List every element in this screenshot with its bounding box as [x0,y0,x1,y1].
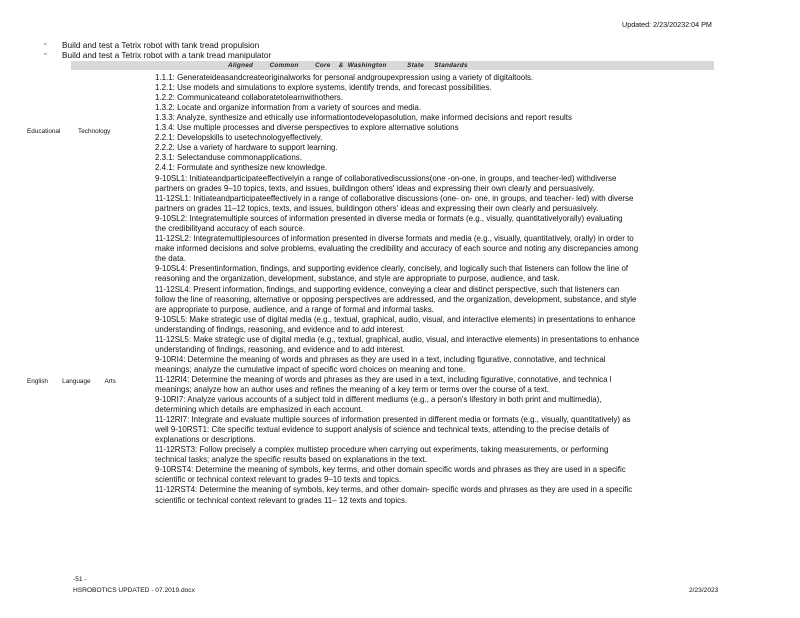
standard-line: reasoning and the organization, development, substance, and style are appropriate to purpose, audience, and task. [155,274,560,284]
bullet-text: Build and test a Tetrix robot with a tank tread manipulator [62,50,272,60]
standard-line: meanings; analyze the cumulative impact of specific word choices on meaning and tone. [155,364,466,374]
footer-page-number: -51 - [73,576,87,583]
standard-line: scientific or technical context relevant to grades 9–10 texts and topics. [155,475,402,485]
bullet-text: Build and test a Tetrix robot with tank tread propulsion [62,40,260,50]
standard-line: well 9-10RST1: Cite specific textual evidence to support analysis of science and technical texts, attending to the precise details of [155,425,610,435]
standard-line: partners on grades 9–10 topics, texts, and issues, buildingon others' ideas and expressing their own clearly and persuasively. [155,184,595,194]
standard-line: 1.3.3: Analyze, synthesize and ethically use informationtodevelopasolution, make informed decisions and report results [155,113,572,123]
standard-line: scientific or technical context relevant to grades 11– 12 texts and topics. [155,495,408,505]
bullet-item [44,40,271,50]
standard-line: 11-12RST3: Follow precisely a complex multistep procedure when carrying out experiments, taking measurements, or performing [155,445,609,455]
standard-line: 11-12SL4: Present information, findings, and supporting evidence, conveying a clear and distinct perspective, such that listeners can [155,284,620,294]
bullet-list [44,40,271,60]
standard-line: meanings; analyze how an author uses and refines the meaning of a key term or terms over the course of a text. [155,384,549,394]
standard-line: 11-12RST4: Determine the meaning of symbols, key terms, and other domain- specific words and phrases as they are used in a specific [155,485,633,495]
square-bullet-icon: ▫ [44,51,47,58]
updated-timestamp: Updated: 2/23/20232:04 PM [622,20,712,29]
standard-line: 9-10RST4: Determine the meaning of symbols, key terms, and other domain specific words and phrases as they are used in a specific [155,465,626,475]
standard-line: the data. [155,254,186,264]
footer-filename: HSROBOTICS UPDATED - 07.2019.docx [73,587,195,594]
standard-line: 2.4.1: Formulate and synthesize new knowledge. [155,163,328,173]
square-bullet-icon: ▫ [44,41,47,48]
standard-line: explanations or descriptions. [155,435,256,445]
standard-line: 9-10RI4: Determine the meaning of words and phrases as they are used in a text, including figurative, connotative, and technical [155,354,606,364]
standard-line: 11-12RI4: Determine the meaning of words and phrases as they are used in a text, including figurative, connotative, and technica l [155,374,612,384]
standards-header-bar [71,61,714,70]
standards-header-text: Aligned Common Core & Washington State Standards [228,62,468,69]
footer-date: 2/23/2023 [689,587,719,594]
standard-line: 11-12SL1: Initiateandparticipateeffectively in a range of collaborative discussions (one- on- one, in groups, and teacher- led) with diverse [155,194,634,204]
standard-line: 11-12SL5: Make strategic use of digital media (e.g., textual, graphical, audio, visual, and interactive elements) in presentations to enhance [155,334,640,344]
standard-line: understanding of findings, reasoning, and evidence and to add interest. [155,344,405,354]
standard-line: 1.3.2: Locate and organize information from a variety of sources and media. [155,103,422,113]
section-english-language-arts [155,174,770,506]
standard-line: 1.3.4: Use multiple processes and diverse perspectives to explore alternative solutions [155,123,459,133]
standard-line: follow the line of reasoning, alternative or opposing perspectives are addressed, and the organization, development, substance, and style [155,294,637,304]
bullet-item [44,50,271,60]
standard-line: 2.3.1: Selectanduse commonapplications. [155,153,302,163]
standard-line: determining which details are emphasized in each account. [155,405,363,415]
standard-line: 9-10SL5: Make strategic use of digital media (e.g., textual, graphical, audio, visual, and interactive elements) in presentations to enhance [155,314,636,324]
subject-label-english-language-arts: English Language Arts [27,378,116,385]
standard-line: 1.2.2: Communicateand collaboratetolearnwithothers. [155,93,343,103]
standard-line: 2.2.1: Developskills to usetechnologyeffectively. [155,133,323,143]
standard-line: 1.2.1: Use models and simulations to explore systems, identify trends, and forecast possibilities. [155,83,492,93]
standard-line: understanding of findings, reasoning, and evidence and to add interest. [155,324,405,334]
standard-line: 9-10SL2: Integratemultiple sources of information presented in diverse media or formats (e.g., visually, quantitativelyorally) evaluating [155,214,623,224]
section-educational-technology [155,73,770,173]
standard-line: are appropriate to purpose, audience, and a range of formal and informal tasks. [155,304,434,314]
standard-line: 11-12RI7: Integrate and evaluate multiple sources of information presented in different media or formats (e.g., visually, quantitatively) as [155,415,631,425]
standard-line: 2.2.2: Use a variety of hardware to support learning. [155,143,338,153]
standard-line: 9-10RI7: Analyze various accounts of a subject told in different mediums (e.g., a person's lifestory in both print and multimedia), [155,395,602,405]
standard-line: 9-10SL1: Initiateandparticipateeffectivelyin a range of collaborativediscussions(one -on-one, in groups, and teacher-led) withdiverse [155,174,617,183]
standard-line: make informed decisions and solve problems, evaluating the credibility and accuracy of each source and noting any discrepancies among [155,244,639,254]
standard-line: technical tasks; analyze the specific results based on explanations in the text. [155,455,427,465]
standard-line: 9-10SL4: Presentinformation, findings, and supporting evidence clearly, concisely, and logically such that listeners can follow the line of [155,264,629,274]
standard-line: partners on grades 11–12 topics, texts, and issues, buildingon others' ideas and expressing their own clearly and persuasively. [155,204,599,214]
standard-line: the credibilityand accuracy of each source. [155,224,306,234]
subject-label-educational-technology: Educational Technology [27,128,111,135]
standard-line: 11-12SL2: Integratemultiplesources of information presented in diverse formats and media (e.g., visually, quantitatively, orally) in order to [155,234,634,244]
standard-line: 1.1.1: Generateideasandcreateoriginalworks for personal andgroupexpression using a variety of digitaltools. [155,73,534,82]
